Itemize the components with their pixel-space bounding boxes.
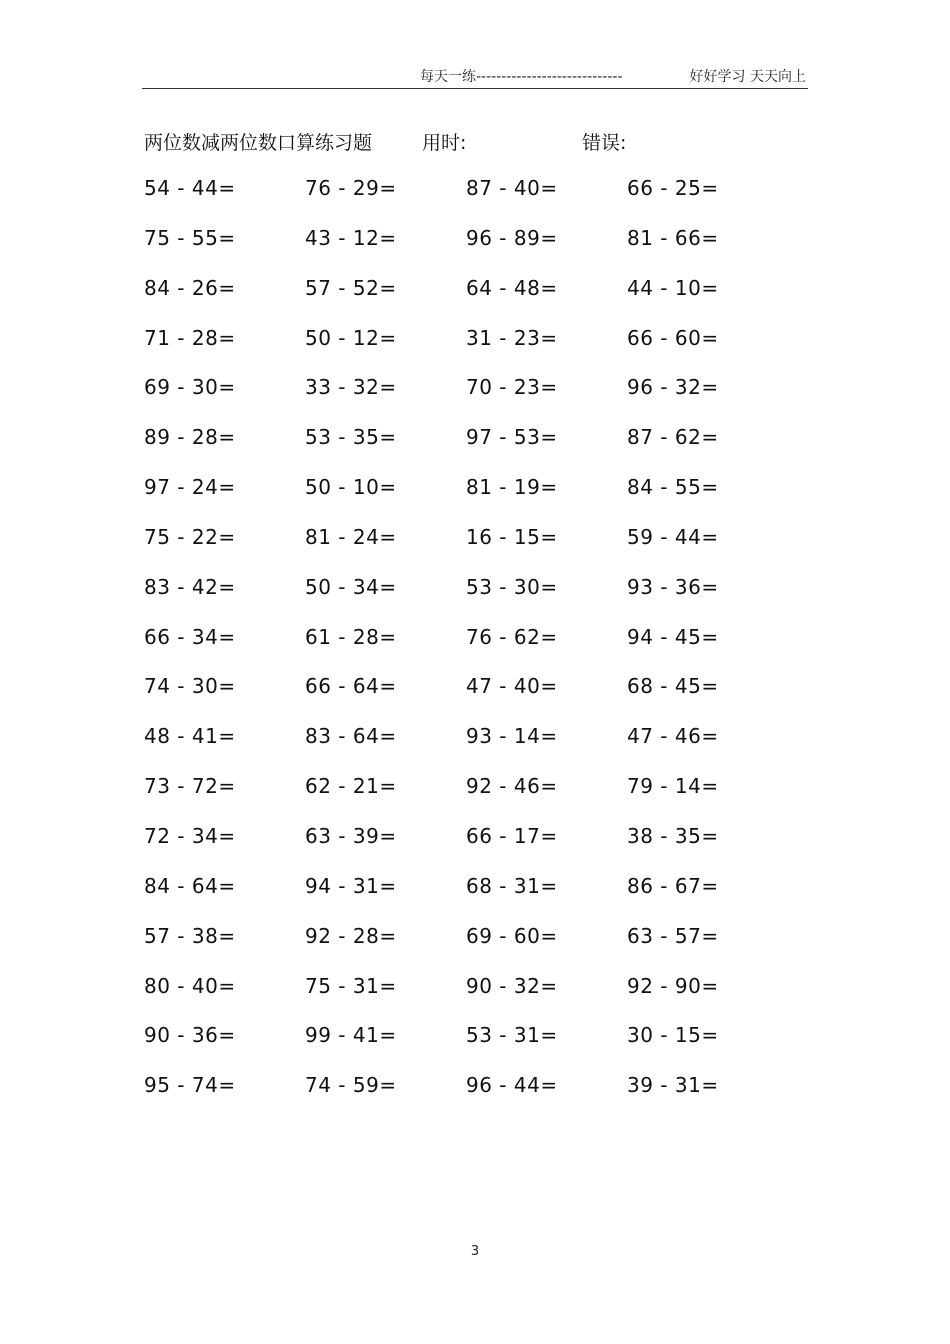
problem-item: 94 - 45= bbox=[627, 624, 719, 649]
problem-item: 44 - 10= bbox=[627, 275, 719, 300]
problem-item: 53 - 31= bbox=[466, 1023, 558, 1048]
problem-row bbox=[144, 1073, 804, 1123]
problem-item: 92 - 46= bbox=[466, 774, 558, 799]
header-right-text: 好好学习 天天向上 bbox=[689, 69, 806, 85]
problem-item: 57 - 52= bbox=[305, 275, 397, 300]
problem-item: 84 - 55= bbox=[627, 475, 719, 500]
problem-item: 33 - 32= bbox=[305, 375, 397, 400]
problem-row bbox=[144, 774, 804, 824]
problem-item: 93 - 36= bbox=[627, 574, 719, 599]
problem-row bbox=[144, 824, 804, 874]
problem-item: 81 - 19= bbox=[466, 475, 558, 500]
problem-item: 61 - 28= bbox=[305, 624, 397, 649]
problem-item: 69 - 30= bbox=[144, 375, 236, 400]
problem-item: 66 - 34= bbox=[144, 624, 236, 649]
problem-item: 93 - 14= bbox=[466, 724, 558, 749]
problem-row bbox=[144, 326, 804, 376]
problem-item: 94 - 31= bbox=[305, 873, 397, 898]
problem-row bbox=[144, 625, 804, 675]
problem-item: 90 - 32= bbox=[466, 973, 558, 998]
problem-item: 59 - 44= bbox=[627, 524, 719, 549]
problem-item: 96 - 44= bbox=[466, 1073, 558, 1098]
problem-item: 72 - 34= bbox=[144, 823, 236, 848]
problem-row bbox=[144, 475, 804, 525]
error-label: 错误: bbox=[582, 132, 627, 154]
problem-item: 76 - 62= bbox=[466, 624, 558, 649]
problem-item: 68 - 45= bbox=[627, 674, 719, 699]
problem-item: 71 - 28= bbox=[144, 325, 236, 350]
problem-item: 75 - 22= bbox=[144, 524, 236, 549]
problem-item: 68 - 31= bbox=[466, 873, 558, 898]
problem-item: 66 - 25= bbox=[627, 176, 719, 200]
time-label: 用时: bbox=[422, 132, 467, 154]
problem-item: 50 - 12= bbox=[305, 325, 397, 350]
problem-row bbox=[144, 525, 804, 575]
problem-item: 70 - 23= bbox=[466, 375, 558, 400]
problem-row bbox=[144, 276, 804, 326]
problem-row bbox=[144, 575, 804, 625]
problem-row bbox=[144, 924, 804, 974]
problem-item: 63 - 57= bbox=[627, 923, 719, 948]
problem-item: 97 - 24= bbox=[144, 475, 236, 500]
problem-item: 47 - 40= bbox=[466, 674, 558, 699]
problem-item: 50 - 10= bbox=[305, 475, 397, 500]
problem-item: 84 - 26= bbox=[144, 275, 236, 300]
problem-item: 83 - 42= bbox=[144, 574, 236, 599]
problem-item: 31 - 23= bbox=[466, 325, 558, 350]
problem-item: 80 - 40= bbox=[144, 973, 236, 998]
problem-item: 75 - 31= bbox=[305, 973, 397, 998]
problem-item: 53 - 30= bbox=[466, 574, 558, 599]
problem-row bbox=[144, 674, 804, 724]
problem-item: 74 - 59= bbox=[305, 1073, 397, 1098]
problem-item: 43 - 12= bbox=[305, 225, 397, 250]
worksheet-title-row bbox=[144, 128, 784, 158]
problem-row bbox=[144, 425, 804, 475]
problem-item: 69 - 60= bbox=[466, 923, 558, 948]
problem-item: 53 - 35= bbox=[305, 425, 397, 450]
problem-row bbox=[144, 874, 804, 924]
problem-item: 87 - 40= bbox=[466, 176, 558, 200]
worksheet-title: 两位数减两位数口算练习题 bbox=[144, 132, 373, 154]
problem-item: 48 - 41= bbox=[144, 724, 236, 749]
problem-item: 96 - 89= bbox=[466, 225, 558, 250]
problem-item: 79 - 14= bbox=[627, 774, 719, 799]
problem-item: 66 - 17= bbox=[466, 823, 558, 848]
problem-item: 92 - 90= bbox=[627, 973, 719, 998]
problem-row bbox=[144, 226, 804, 276]
problem-item: 30 - 15= bbox=[627, 1023, 719, 1048]
problem-row bbox=[144, 974, 804, 1024]
problem-item: 73 - 72= bbox=[144, 774, 236, 799]
problem-item: 54 - 44= bbox=[144, 176, 236, 200]
page-number: 3 bbox=[470, 1244, 480, 1259]
problem-item: 99 - 41= bbox=[305, 1023, 397, 1048]
header-left-text: 每天一练----------------------------- bbox=[420, 69, 623, 85]
problem-item: 92 - 28= bbox=[305, 923, 397, 948]
problem-item: 47 - 46= bbox=[627, 724, 719, 749]
problem-item: 95 - 74= bbox=[144, 1073, 236, 1098]
problem-item: 86 - 67= bbox=[627, 873, 719, 898]
page-header bbox=[142, 64, 808, 89]
problem-item: 38 - 35= bbox=[627, 823, 719, 848]
problem-item: 63 - 39= bbox=[305, 823, 397, 848]
problem-item: 81 - 24= bbox=[305, 524, 397, 549]
problem-item: 74 - 30= bbox=[144, 674, 236, 699]
problem-item: 84 - 64= bbox=[144, 873, 236, 898]
problem-item: 57 - 38= bbox=[144, 923, 236, 948]
problem-row bbox=[144, 375, 804, 425]
problem-item: 97 - 53= bbox=[466, 425, 558, 450]
problem-item: 83 - 64= bbox=[305, 724, 397, 749]
problem-item: 39 - 31= bbox=[627, 1073, 719, 1098]
problem-item: 81 - 66= bbox=[627, 225, 719, 250]
problem-item: 89 - 28= bbox=[144, 425, 236, 450]
problem-item: 16 - 15= bbox=[466, 524, 558, 549]
problem-item: 87 - 62= bbox=[627, 425, 719, 450]
problem-item: 62 - 21= bbox=[305, 774, 397, 799]
problem-row bbox=[144, 176, 804, 226]
problem-item: 50 - 34= bbox=[305, 574, 397, 599]
problem-row bbox=[144, 724, 804, 774]
problem-item: 75 - 55= bbox=[144, 225, 236, 250]
problem-item: 66 - 64= bbox=[305, 674, 397, 699]
problem-item: 64 - 48= bbox=[466, 275, 558, 300]
problem-item: 66 - 60= bbox=[627, 325, 719, 350]
problem-item: 76 - 29= bbox=[305, 176, 397, 200]
problem-item: 90 - 36= bbox=[144, 1023, 236, 1048]
problem-item: 96 - 32= bbox=[627, 375, 719, 400]
problem-grid bbox=[144, 176, 804, 1123]
problem-row bbox=[144, 1023, 804, 1073]
